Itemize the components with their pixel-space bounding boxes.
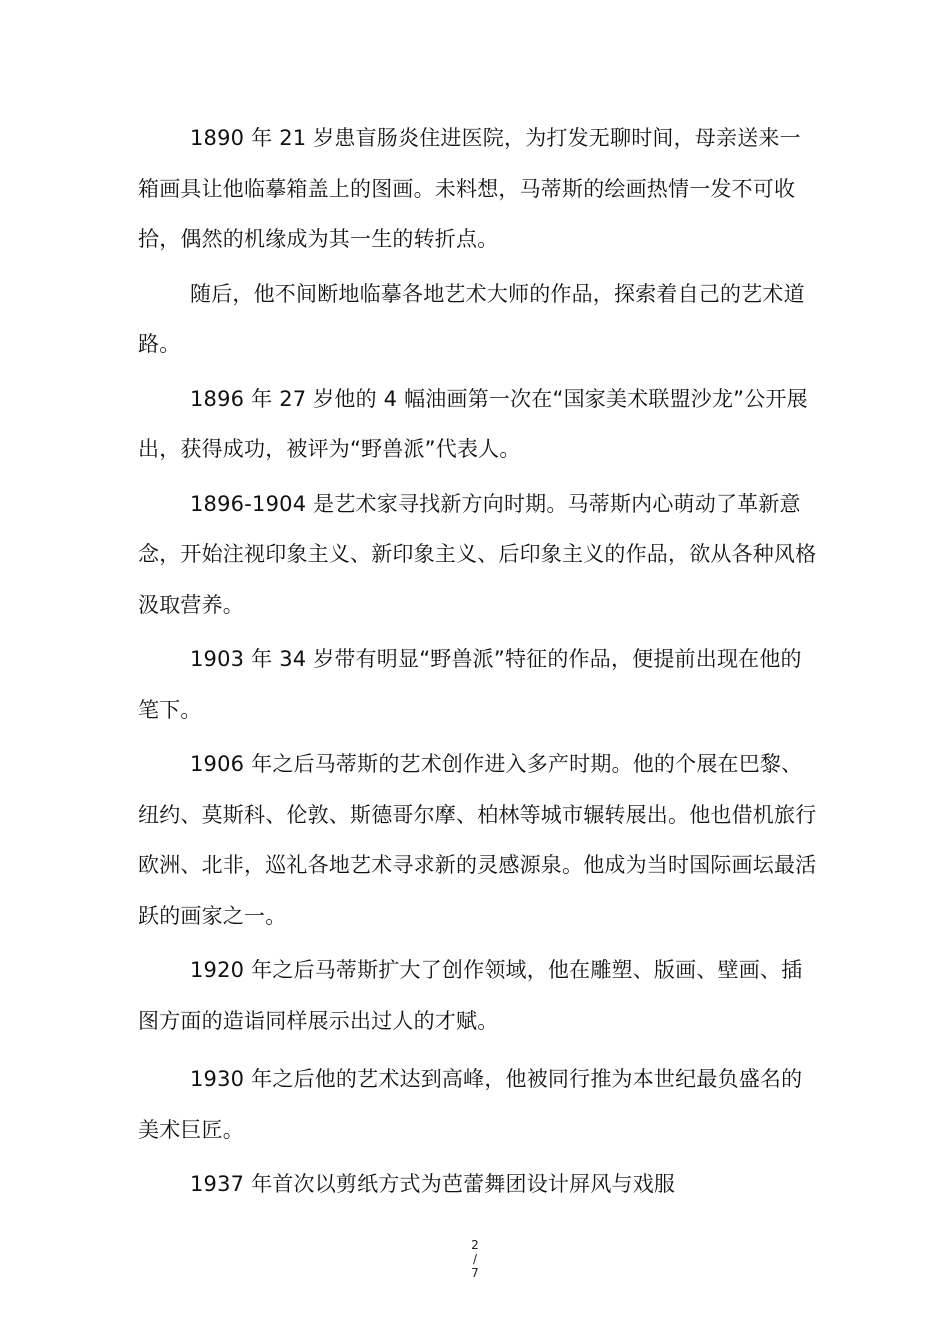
paragraph-1903: 1903 年 34 岁带有明显“野兽派”特征的作品，便提前出现在他的笔下。 bbox=[138, 647, 802, 722]
page-number-separator: / bbox=[472, 1252, 478, 1266]
paragraph-1890: 1890 年 21 岁患盲肠炎住进医院，为打发无聊时间，母亲送来一箱画具让他临摹箱盖上的图画。未料想，马蒂斯的绘画热情一发不可收拾，偶然的机缘成为其一生的转折点。 bbox=[138, 126, 801, 251]
page-number-current: 2 bbox=[471, 1238, 479, 1252]
page-number bbox=[0, 1238, 950, 1280]
paragraph-1930: 1930 年之后他的艺术达到高峰，他被同行推为本世纪最负盛名的美术巨匠。 bbox=[138, 1067, 803, 1142]
document-body bbox=[138, 113, 818, 1214]
paragraph-1896: 1896 年 27 岁他的 4 幅油画第一次在“国家美术联盟沙龙”公开展出，获得成功，被评为“野兽派”代表人。 bbox=[138, 386, 808, 461]
paragraph-1920: 1920 年之后马蒂斯扩大了创作领域，他在雕塑、版画、壁画、插图方面的造诣同样展示出过人的才赋。 bbox=[138, 958, 803, 1033]
paragraph-1906: 1906 年之后马蒂斯的艺术创作进入多产时期。他的个展在巴黎、纽约、莫斯科、伦敦、斯德哥尔摩、柏林等城市辗转展出。他也借机旅行欧洲、北非，巡礼各地艺术寻求新的灵感源泉。他成为当时国际画坛最活跃的画家之一。 bbox=[138, 752, 817, 928]
page-number-total: 7 bbox=[471, 1266, 479, 1280]
paragraph-1896-1904: 1896-1904 是艺术家寻找新方向时期。马蒂斯内心萌动了革新意念，开始注视印象主义、新印象主义、后印象主义的作品，欲从各种风格汲取营养。 bbox=[138, 491, 817, 617]
paragraph-afterwards: 随后，他不间断地临摹各地艺术大师的作品，探索着自己的艺术道路。 bbox=[138, 281, 805, 356]
paragraph-1937: 1937 年首次以剪纸方式为芭蕾舞团设计屏风与戏服 bbox=[190, 1172, 676, 1196]
